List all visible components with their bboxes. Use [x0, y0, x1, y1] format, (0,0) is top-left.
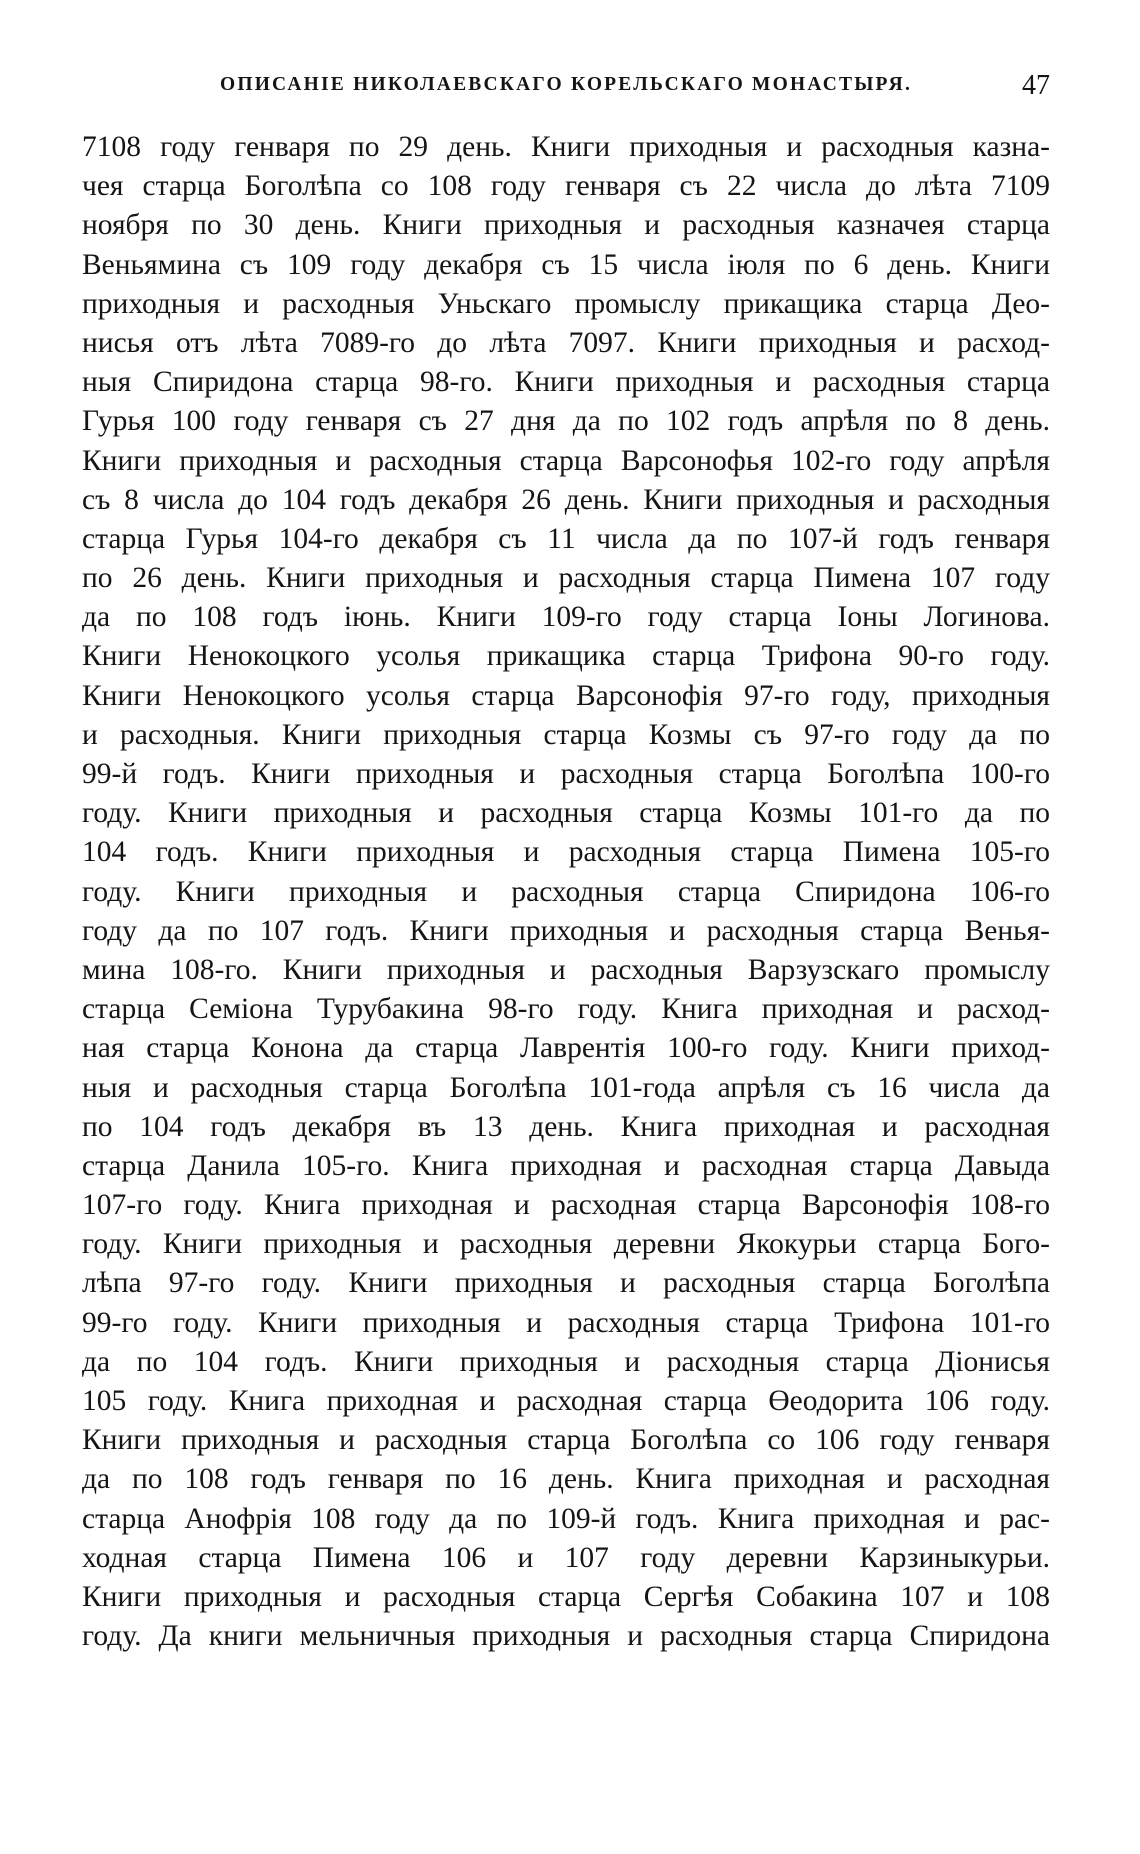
text-line: 99-й годъ. Книги приходныя и расходныя старца Боголѣпа 100-го	[82, 758, 1050, 790]
text-line: году да по 107 годъ. Книги приходныя и расходныя старца Венья-	[82, 914, 1050, 947]
text-line: да по 108 годъ іюнь. Книги 109-го году старца Іоны Логинова.	[82, 601, 1050, 634]
text-line: 99-го году. Книги приходныя и расходныя старца Трифона 101-го	[82, 1306, 1050, 1339]
text-line: 104 годъ. Книги приходныя и расходныя старца Пимена 105-го	[82, 836, 1050, 869]
text-line: и расходныя. Книги приходныя старца Козмы съ 97-го году да по	[82, 718, 1050, 751]
text-line: старца Анофрія 108 году да по 109-й годъ. Книга приходная и рас-	[82, 1502, 1050, 1535]
text-line: чея старца Боголѣпа со 108 году генваря съ 22 числа до лѣта 7109	[82, 170, 1050, 203]
running-head-title: ОПИСАНІЕ НИКОЛАЕВСКАГО КОРЕЛЬСКАГО МОНАСТЫРЯ.	[219, 74, 913, 95]
text-line: да по 104 годъ. Книги приходныя и расходныя старца Діонисья	[82, 1345, 1050, 1378]
text-line: мина 108-го. Книги приходныя и расходныя Варзузскаго промыслу	[82, 953, 1050, 986]
text-line: старца Гурья 104-го декабря съ 11 числа да по 107-й годъ генваря	[82, 522, 1050, 555]
text-line: Веньямина съ 109 году декабря съ 15 числа іюля по 6 день. Книги	[82, 248, 1050, 281]
text-line: 107-го году. Книга приходная и расходная старца Варсонофія 108-го	[82, 1189, 1050, 1222]
text-line: ноября по 30 день. Книги приходныя и расходныя казначея старца	[82, 209, 1050, 242]
text-line: Книги приходныя и расходныя старца Варсонофья 102-го году апрѣля	[82, 444, 1050, 477]
text-line: году. Книги приходныя и расходныя старца Козмы 101-го да по	[82, 797, 1050, 830]
text-line: ная старца Конона да старца Лаврентія 100-го году. Книги приход-	[82, 1032, 1050, 1065]
text-line: Книги приходныя и расходныя старца Сергѣя Собакина 107 и 108	[82, 1580, 1050, 1613]
text-line: нисья отъ лѣта 7089-го до лѣта 7097. Книги приходныя и расход-	[82, 326, 1050, 359]
text-line: 7108 году генваря по 29 день. Книги приходныя и расходныя казна-	[82, 131, 1050, 163]
text-line: по 26 день. Книги приходныя и расходныя старца Пимена 107 году	[82, 562, 1050, 595]
text-line: Книги Ненокоцкого усолья прикащика старца Трифона 90-го году.	[82, 640, 1050, 673]
text-line: съ 8 числа до 104 годъ декабря 26 день. Книги приходныя и расходныя	[82, 483, 1050, 516]
text-line: Гурья 100 году генваря съ 27 дня да по 102 годъ апрѣля по 8 день.	[82, 405, 1050, 438]
text-line: лѣпа 97-го году. Книги приходныя и расходныя старца Боголѣпа	[82, 1267, 1050, 1300]
text-line: Книги Ненокоцкого усолья старца Варсонофія 97-го году, приходныя	[82, 679, 1050, 712]
text-line: Книги приходныя и расходныя старца Боголѣпа со 106 году генваря	[82, 1424, 1050, 1457]
text-line: приходныя и расходныя Уньскаго промыслу прикащика старца Део-	[82, 287, 1050, 320]
text-line: году. Книги приходныя и расходныя деревни Якокурьи старца Бого-	[82, 1228, 1050, 1261]
text-line: 105 году. Книга приходная и расходная старца Өеодорита 106 году.	[82, 1385, 1050, 1417]
text-line: старца Данила 105-го. Книга приходная и расходная старца Давыда	[82, 1149, 1050, 1182]
text-line: по 104 годъ декабря въ 13 день. Книга приходная и расходная	[82, 1110, 1050, 1143]
body-text	[82, 128, 1050, 1656]
text-line: да по 108 годъ генваря по 16 день. Книга приходная и расходная	[82, 1463, 1050, 1496]
text-line: ныя и расходныя старца Боголѣпа 101-года апрѣля съ 16 числа да	[82, 1071, 1050, 1104]
running-head	[82, 70, 1050, 106]
text-line: ныя Спиридона старца 98-го. Книги приходныя и расходныя старца	[82, 366, 1050, 399]
text-line: старца Семіона Турубакина 98-го году. Книга приходная и расход-	[82, 993, 1050, 1026]
text-line: ходная старца Пимена 106 и 107 году деревни Карзиныкурьи.	[82, 1541, 1050, 1574]
text-line: году. Книги приходныя и расходныя старца Спиридона 106-го	[82, 875, 1050, 908]
page-number: 47	[1022, 70, 1050, 101]
text-line: году. Да книги мельничныя приходныя и расходныя старца Спиридона	[82, 1620, 1050, 1653]
